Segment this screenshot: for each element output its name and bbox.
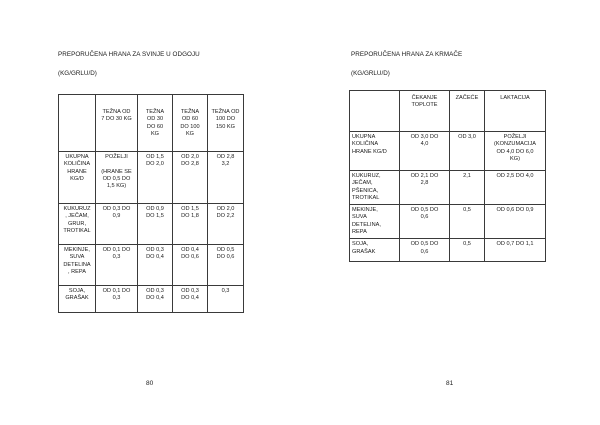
table-cell: OD 0,3 DO 0,9 (96, 204, 138, 245)
row-label-cell: UKUPNA KOLIČINA HRANE KG/D (59, 152, 96, 204)
row-label-cell: MEKINJE, SUVA DETELINA, REPA (350, 205, 400, 239)
table-row (59, 204, 244, 245)
header-cell: TEŽNA OD 30 DO 60 KG (138, 95, 173, 152)
table-cell: OD 2,8 3,2 (208, 152, 244, 204)
header-cell: TEŽNA OD 100 DO 150 KG (208, 95, 244, 152)
table-cell: OD 0,3 DO 0,4 (138, 245, 173, 286)
row-label-cell: KUKURUZ , JEČAM, GRUR, TROTIKAL (59, 204, 96, 245)
table-cell: OD 0,4 DO 0,6 (173, 245, 208, 286)
table-cell: OD 0,3 DO 0,4 (138, 286, 173, 313)
table-cell: OD 2,1 DO 2,8 (400, 171, 450, 205)
table-cell: OD 0,9 DO 1,5 (138, 204, 173, 245)
table-row (350, 239, 546, 262)
table-row (59, 152, 244, 204)
table-header-row (59, 95, 244, 152)
table-cell: OD 0,1 DO 0,3 (96, 245, 138, 286)
left-page-title: PREPORUČENA HRANA ZA SVINJE U ODGOJU (58, 51, 200, 58)
row-label-cell: KUKURUZ, JEČAM, PŠENICA, TROTIKAL (350, 171, 400, 205)
sow-feed-table (349, 90, 546, 262)
left-page-unit: (KG/GRLU/D) (58, 70, 97, 77)
table-cell: OD 3,0 DO 4,0 (400, 132, 450, 171)
table-cell: OD 2,5 DO 4,0 (485, 171, 546, 205)
table-cell: 0,5 (450, 239, 485, 262)
row-label-cell: SOJA, GRAŠAK (59, 286, 96, 313)
table-row (59, 286, 244, 313)
right-page-unit: (KG/GRLU/D) (351, 70, 390, 77)
table-row (350, 205, 546, 239)
table-row (59, 245, 244, 286)
header-cell: ČEKANJE TOPLOTE (400, 91, 450, 132)
right-page-title: PREPORUČENA HRANA ZA KRMAČE (351, 51, 463, 58)
right-page (300, 0, 600, 425)
header-cell: ZAČEĆE (450, 91, 485, 132)
table-header-row (350, 91, 546, 132)
row-label-cell: MEKINJE, SUVA DETELINA , REPA (59, 245, 96, 286)
row-label-cell: SOJA, GRAŠAK (350, 239, 400, 262)
pig-feed-table (58, 94, 244, 313)
table-cell: OD 1,5 DO 1,8 (173, 204, 208, 245)
table-cell: 0,5 (450, 205, 485, 239)
table-cell: 0,3 (208, 286, 244, 313)
table-cell: OD 0,5 DO 0,6 (400, 205, 450, 239)
table-cell: OD 0,6 DO 0,9 (485, 205, 546, 239)
table-row (350, 171, 546, 205)
table-cell: OD 0,5 DO 0,6 (400, 239, 450, 262)
header-cell (59, 95, 96, 152)
row-label-cell: UKUPNA KOLIČINA HRANE KG/D (350, 132, 400, 171)
page-number: 81 (446, 380, 454, 387)
header-cell: TEŽNA OD 7 DO 30 KG (96, 95, 138, 152)
header-cell: TEŽNA OD 60 DO 100 KG (173, 95, 208, 152)
table-cell: OD 0,3 DO 0,4 (173, 286, 208, 313)
table-row (350, 132, 546, 171)
table-cell: OD 0,1 DO 0,3 (96, 286, 138, 313)
header-cell: LAKTACIJA (485, 91, 546, 132)
table-cell: 2,1 (450, 171, 485, 205)
header-cell (350, 91, 400, 132)
table-cell: OD 0,7 DO 1,1 (485, 239, 546, 262)
page-number: 80 (146, 380, 154, 387)
table-cell: OD 2,0 DO 2,8 (173, 152, 208, 204)
table-cell: POŽELJI (KONZUMACIJA OD 4,0 DO 6,0 KG) (485, 132, 546, 171)
table-cell: OD 2,0 DO 2,2 (208, 204, 244, 245)
table-cell: OD 0,5 DO 0,6 (208, 245, 244, 286)
table-cell: OD 1,5 DO 2,0 (138, 152, 173, 204)
table-cell: POŽELJI (HRANE SE OD 0,5 DO 1,5 KG) (96, 152, 138, 204)
table-cell: OD 3,0 (450, 132, 485, 171)
